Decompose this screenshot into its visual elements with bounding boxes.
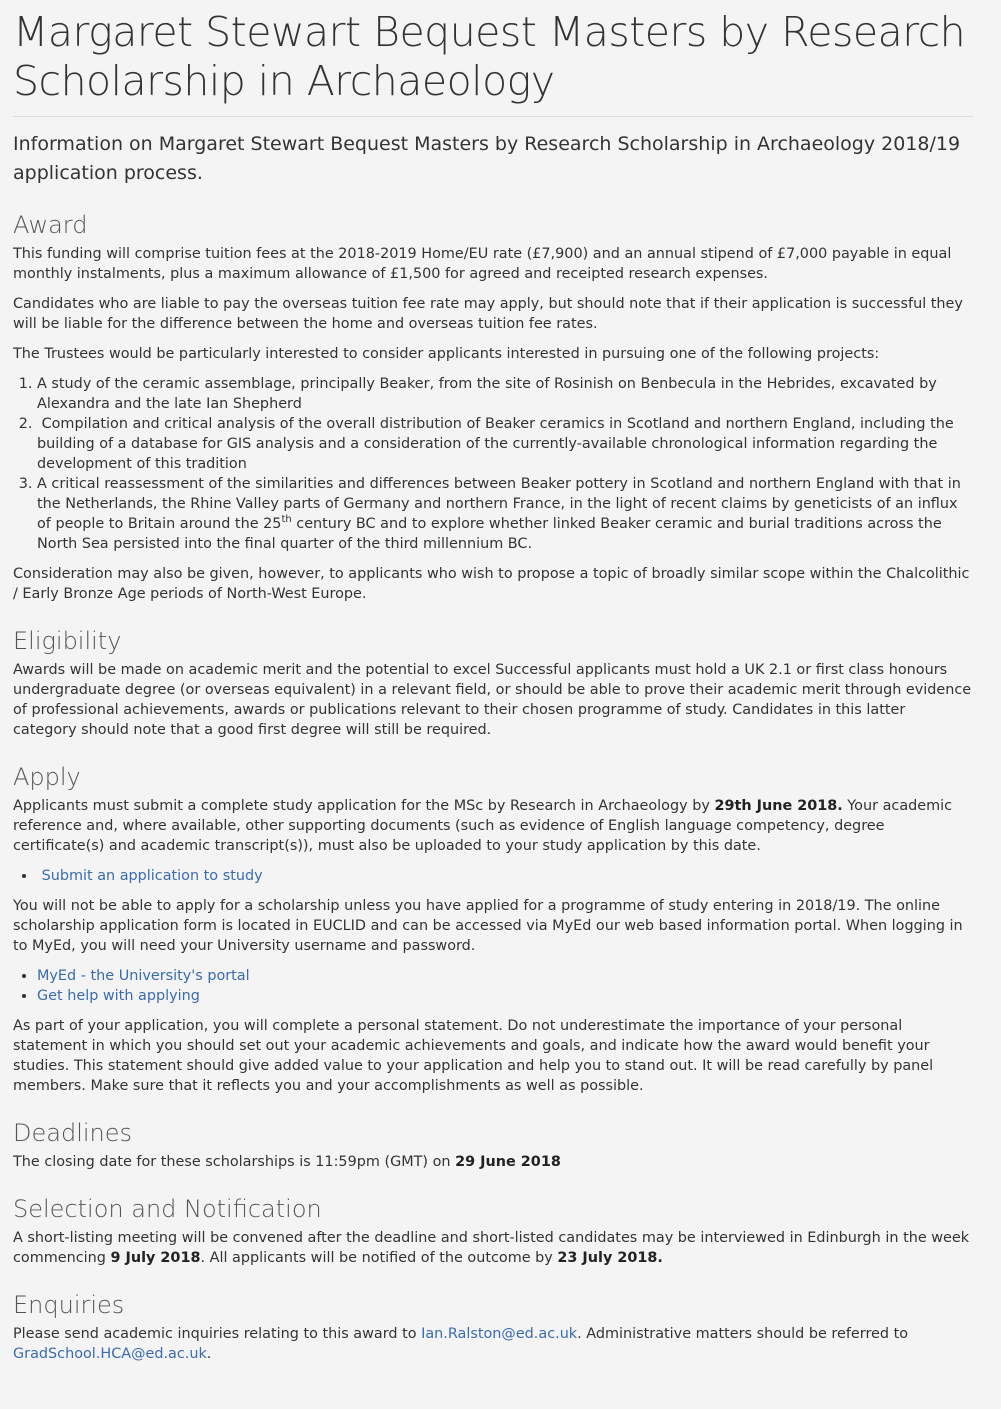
apply-link-list-2 xyxy=(13,966,973,1006)
selection-paragraph xyxy=(13,1228,973,1268)
project-item-3-text-a: A critical reassessment of the similarities and differences between Beaker pottery in Scotland and northern England with that in the Netherlands, the Rhine Valley parts of Germany and northern France, in the light of recent claims by geneticists of an influx of people to Britain around the 25 xyxy=(37,476,961,532)
award-heading: Award xyxy=(13,211,88,239)
award-paragraph-1: This funding will comprise tuition fees at the 2018-2019 Home/EU rate (£7,900) and an annual stipend of £7,000 payable in equal monthly instalments, plus a maximum allowance of £1,500 for agreed and receipted research expenses. xyxy=(13,246,952,282)
enquiries-heading: Enquiries xyxy=(13,1291,125,1319)
deadlines-heading: Deadlines xyxy=(13,1119,133,1147)
award-paragraph-2: Candidates who are liable to pay the overseas tuition fee rate may apply, but should note that if their application is successful they will be liable for the difference between the home and overseas tuition fee rates. xyxy=(13,296,963,332)
apply-p1-text-a: Applicants must submit a complete study application for the MSc by Research in Archaeology by xyxy=(13,798,715,814)
list-item xyxy=(37,966,973,986)
apply-heading: Apply xyxy=(13,763,81,791)
selection-text-a: A short-listing meeting will be convened after the deadline and short-listed candidates may be interviewed in Edinburgh in the week commencing xyxy=(13,1230,970,1266)
page-content xyxy=(0,8,1001,1364)
notification-date: 23 July 2018. xyxy=(557,1250,663,1266)
enquiries-text-a: Please send academic inquiries relating to this award to xyxy=(13,1326,422,1342)
apply-paragraph-2: You will not be able to apply for a scholarship unless you have applied for a programme of study entering in 2018/19. The online scholarship application form is located in EUCLID and can be accessed via MyEd our web based information portal. When logging in to MyEd, you will need your University username and password. xyxy=(13,898,963,954)
apply-p1-text-b: Your academic reference and, where available, other supporting documents (such as evidence of English language competency, degree certificate(s) and academic transcript(s)), must also be uploaded to your study application by this date. xyxy=(13,798,953,854)
page-lead: Information on Margaret Stewart Bequest Masters by Research Scholarship in Archaeology 2018/19 application process. xyxy=(13,133,961,184)
apply-link-list-1 xyxy=(13,866,973,886)
academic-email-link[interactable]: Ian.Ralston@ed.ac.uk xyxy=(421,1326,578,1342)
apply-paragraph-3: As part of your application, you will complete a personal statement. Do not underestimate the importance of your personal statement in which you should set out your academic achievements and goals, and indicate how the award would benefit your studies. This statement should give added value to your application and help you to stand out. It will be read carefully by panel members. Make sure that it reflects you and your accomplishments as well as possible. xyxy=(13,1018,934,1094)
apply-deadline-date: 29th June 2018. xyxy=(714,798,843,814)
deadlines-text: The closing date for these scholarships is 11:59pm (GMT) on xyxy=(13,1154,456,1170)
project-item-3 xyxy=(37,474,973,554)
enquiries-text-c: . xyxy=(206,1346,212,1362)
award-paragraph-3: The Trustees would be particularly interested to consider applicants interested in pursuing one of the following projects: xyxy=(13,346,880,362)
apply-paragraph-1 xyxy=(13,796,973,856)
eligibility-heading: Eligibility xyxy=(13,627,122,655)
award-paragraph-4: Consideration may also be given, however, to applicants who wish to propose a topic of broadly similar scope within the Chalcolithic / Early Bronze Age periods of North-West Europe. xyxy=(13,566,970,602)
enquiries-text-b: . Administrative matters should be referred to xyxy=(577,1326,909,1342)
project-item-3-text-b: century BC and to explore whether linked Beaker ceramic and burial traditions across the North Sea persisted into the final quarter of the third millennium BC. xyxy=(37,516,942,552)
project-item-2 xyxy=(37,414,973,474)
project-list xyxy=(13,374,973,554)
selection-heading: Selection and Notification xyxy=(13,1195,322,1223)
admin-email-link[interactable]: GradSchool.HCA@ed.ac.uk xyxy=(13,1346,207,1362)
page-title: Margaret Stewart Bequest Masters by Research Scholarship in Archaeology xyxy=(13,8,973,117)
list-item xyxy=(37,986,973,1006)
interview-date: 9 July 2018 xyxy=(110,1250,201,1266)
list-item xyxy=(37,866,973,886)
deadlines-paragraph xyxy=(13,1152,973,1172)
eligibility-paragraph: Awards will be made on academic merit and the potential to excel Successful applicants must hold a UK 2.1 or first class honours undergraduate degree (or overseas equivalent) in a relevant field, or should be able to prove their academic merit through evidence of professional achievements, awards or publications relevant to their chosen programme of study. Candidates in this latter category should note that a good first degree will still be required. xyxy=(13,662,972,738)
submit-application-link[interactable]: Submit an application to study xyxy=(41,868,263,884)
myed-portal-link[interactable]: MyEd - the University's portal xyxy=(37,968,250,984)
help-applying-link[interactable]: Get help with applying xyxy=(37,988,200,1004)
selection-text-b: . All applicants will be notified of the outcome by xyxy=(200,1250,558,1266)
project-item-1: 1. A study of the ceramic assemblage, principally Beaker, from the site of Rosinish on Benbecula in the Hebrides, excavated by Alexandra and the late Ian Shepherd xyxy=(37,374,973,414)
project-item-3-sup: th xyxy=(281,514,292,526)
project-item-2-text: Compilation and critical analysis of the overall distribution of Beaker ceramics in Scotland and northern England, including the building of a database for GIS analysis and a consideration of the currently-available chronological information regarding the development of this tradition xyxy=(37,416,954,472)
closing-date: 29 June 2018 xyxy=(455,1154,561,1170)
enquiries-paragraph xyxy=(13,1324,973,1364)
